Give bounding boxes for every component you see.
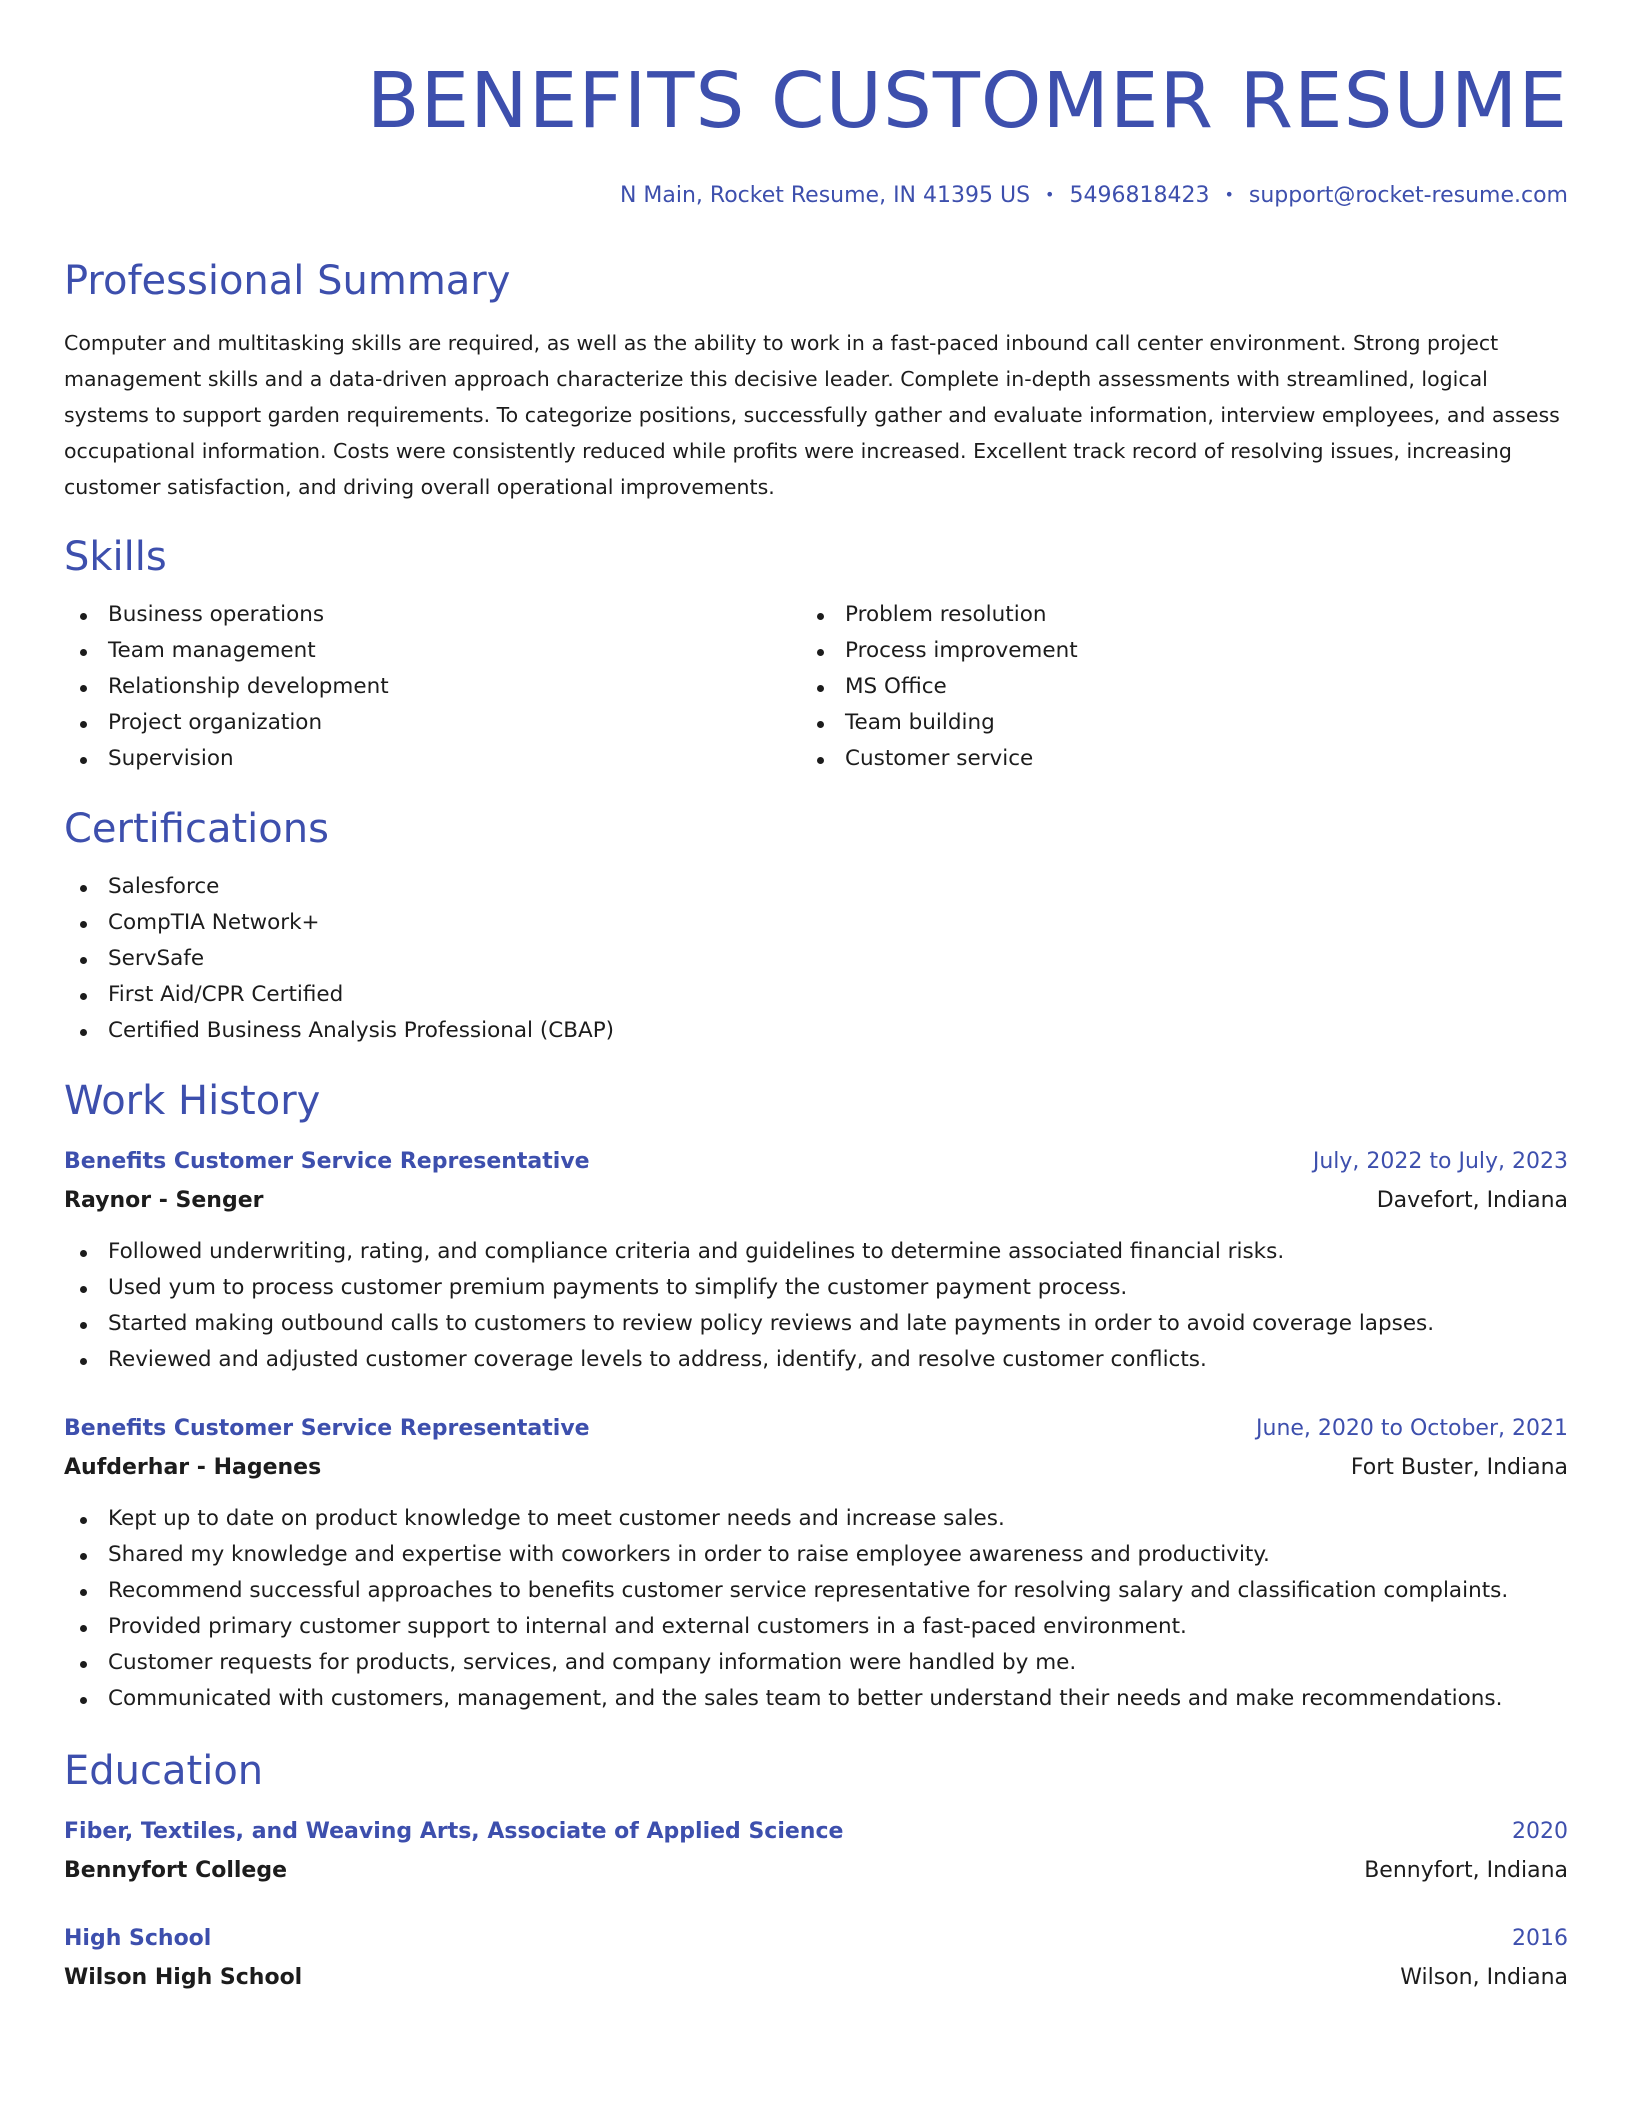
skills-grid — [64, 597, 1568, 777]
job-duty-item: Followed underwriting, rating, and compliance criteria and guidelines to determine associated financial risks. — [64, 1234, 1568, 1270]
skill-item: Project organization — [64, 705, 801, 741]
job-header-row — [64, 1145, 1568, 1179]
resume-title: BENEFITS CUSTOMER RESUME — [366, 57, 1568, 146]
certification-item: CompTIA Network+ — [64, 905, 1568, 941]
contact-address: N Main, Rocket Resume, IN 41395 US — [619, 183, 1031, 208]
job-duty-item: Used yum to process customer premium payments to simplify the customer payment process. — [64, 1270, 1568, 1306]
education-location: Bennyfort, Indiana — [1364, 1858, 1568, 1883]
education-location: Wilson, Indiana — [1400, 1965, 1568, 1990]
education-header-row — [64, 1815, 1568, 1849]
skill-item: Problem resolution — [801, 597, 1538, 633]
contact-line — [64, 180, 1568, 211]
skill-item: Process improvement — [801, 633, 1538, 669]
education-school: Bennyfort College — [64, 1858, 287, 1883]
contact-separator: • — [1224, 185, 1234, 204]
job-header-row — [64, 1412, 1568, 1446]
education-header-row — [64, 1922, 1568, 1956]
summary-heading: Professional Summary — [64, 258, 511, 304]
job-duties-list — [64, 1234, 1568, 1378]
education-year: 2016 — [1512, 1926, 1568, 1951]
education-school: Wilson High School — [64, 1965, 303, 1990]
job-duty-item: Communicated with customers, management, and the sales team to better understand their needs and make recommendations. — [64, 1681, 1568, 1717]
certification-item: Salesforce — [64, 869, 1568, 905]
certification-item: First Aid/CPR Certified — [64, 977, 1568, 1013]
skills-list-left — [64, 597, 801, 777]
job-duty-item: Provided primary customer support to internal and external customers in a fast-paced environment. — [64, 1609, 1568, 1645]
education-entry — [64, 1922, 1568, 1995]
job-duty-item: Reviewed and adjusted customer coverage levels to address, identify, and resolve customer conflicts. — [64, 1342, 1568, 1378]
job-title: Benefits Customer Service Representative — [64, 1149, 590, 1174]
skill-item: Supervision — [64, 741, 801, 777]
certification-item: Certified Business Analysis Professional (CBAP) — [64, 1013, 1568, 1049]
job-entry — [64, 1412, 1568, 1717]
job-duty-item: Customer requests for products, services, and company information were handled by me. — [64, 1645, 1568, 1681]
education-heading: Education — [64, 1748, 264, 1794]
job-dates: July, 2022 to July, 2023 — [1312, 1149, 1568, 1174]
job-title: Benefits Customer Service Representative — [64, 1416, 590, 1441]
contact-email: support@rocket-resume.com — [1248, 183, 1568, 208]
job-location: Fort Buster, Indiana — [1350, 1455, 1568, 1480]
job-location: Davefort, Indiana — [1376, 1188, 1568, 1213]
education-degree: High School — [64, 1926, 212, 1951]
job-company: Raynor - Senger — [64, 1188, 264, 1213]
job-dates: June, 2020 to October, 2021 — [1256, 1416, 1568, 1441]
contact-phone: 5496818423 — [1069, 183, 1210, 208]
skills-heading: Skills — [64, 534, 167, 580]
skill-item: Business operations — [64, 597, 801, 633]
skill-item: Team building — [801, 705, 1538, 741]
work-history-heading: Work History — [64, 1078, 321, 1124]
certifications-list — [64, 869, 1568, 1049]
job-duty-item: Started making outbound calls to customers to review policy reviews and late payments in order to avoid coverage lapses. — [64, 1306, 1568, 1342]
job-company-row — [64, 1451, 1568, 1485]
education-year: 2020 — [1512, 1819, 1568, 1844]
job-company: Aufderhar - Hagenes — [64, 1455, 322, 1480]
skills-list-right — [801, 597, 1538, 777]
certification-item: ServSafe — [64, 941, 1568, 977]
education-entry — [64, 1815, 1568, 1888]
job-duty-item: Kept up to date on product knowledge to meet customer needs and increase sales. — [64, 1501, 1568, 1537]
certifications-heading: Certifications — [64, 806, 329, 852]
contact-separator: • — [1045, 185, 1055, 204]
summary-text: Computer and multitasking skills are required, as well as the ability to work in a fast-paced inbound call center environment. Strong project management skills and a data-driven approach characterize this decisive leader. Complete in-depth assessments with streamlined, logical systems to support garden requirements. To categorize positions, successfully gather and evaluate information, interview employees, and assess occupational information. Costs were consistently reduced while profits were increased. Excellent track record of resolving issues, increasing customer satisfaction, and driving overall operational improvements. — [64, 331, 1560, 499]
education-school-row — [64, 1961, 1568, 1995]
job-duty-item: Recommend successful approaches to benefits customer service representative for resolving salary and classification complaints. — [64, 1573, 1568, 1609]
skill-item: Relationship development — [64, 669, 801, 705]
job-company-row — [64, 1184, 1568, 1218]
skill-item: Team management — [64, 633, 801, 669]
job-entry — [64, 1145, 1568, 1378]
skill-item: MS Office — [801, 669, 1538, 705]
education-degree: Fiber, Textiles, and Weaving Arts, Associate of Applied Science — [64, 1819, 844, 1844]
job-duty-item: Shared my knowledge and expertise with coworkers in order to raise employee awareness and productivity. — [64, 1537, 1568, 1573]
job-duties-list — [64, 1501, 1568, 1717]
skill-item: Customer service — [801, 741, 1538, 777]
education-school-row — [64, 1854, 1568, 1888]
